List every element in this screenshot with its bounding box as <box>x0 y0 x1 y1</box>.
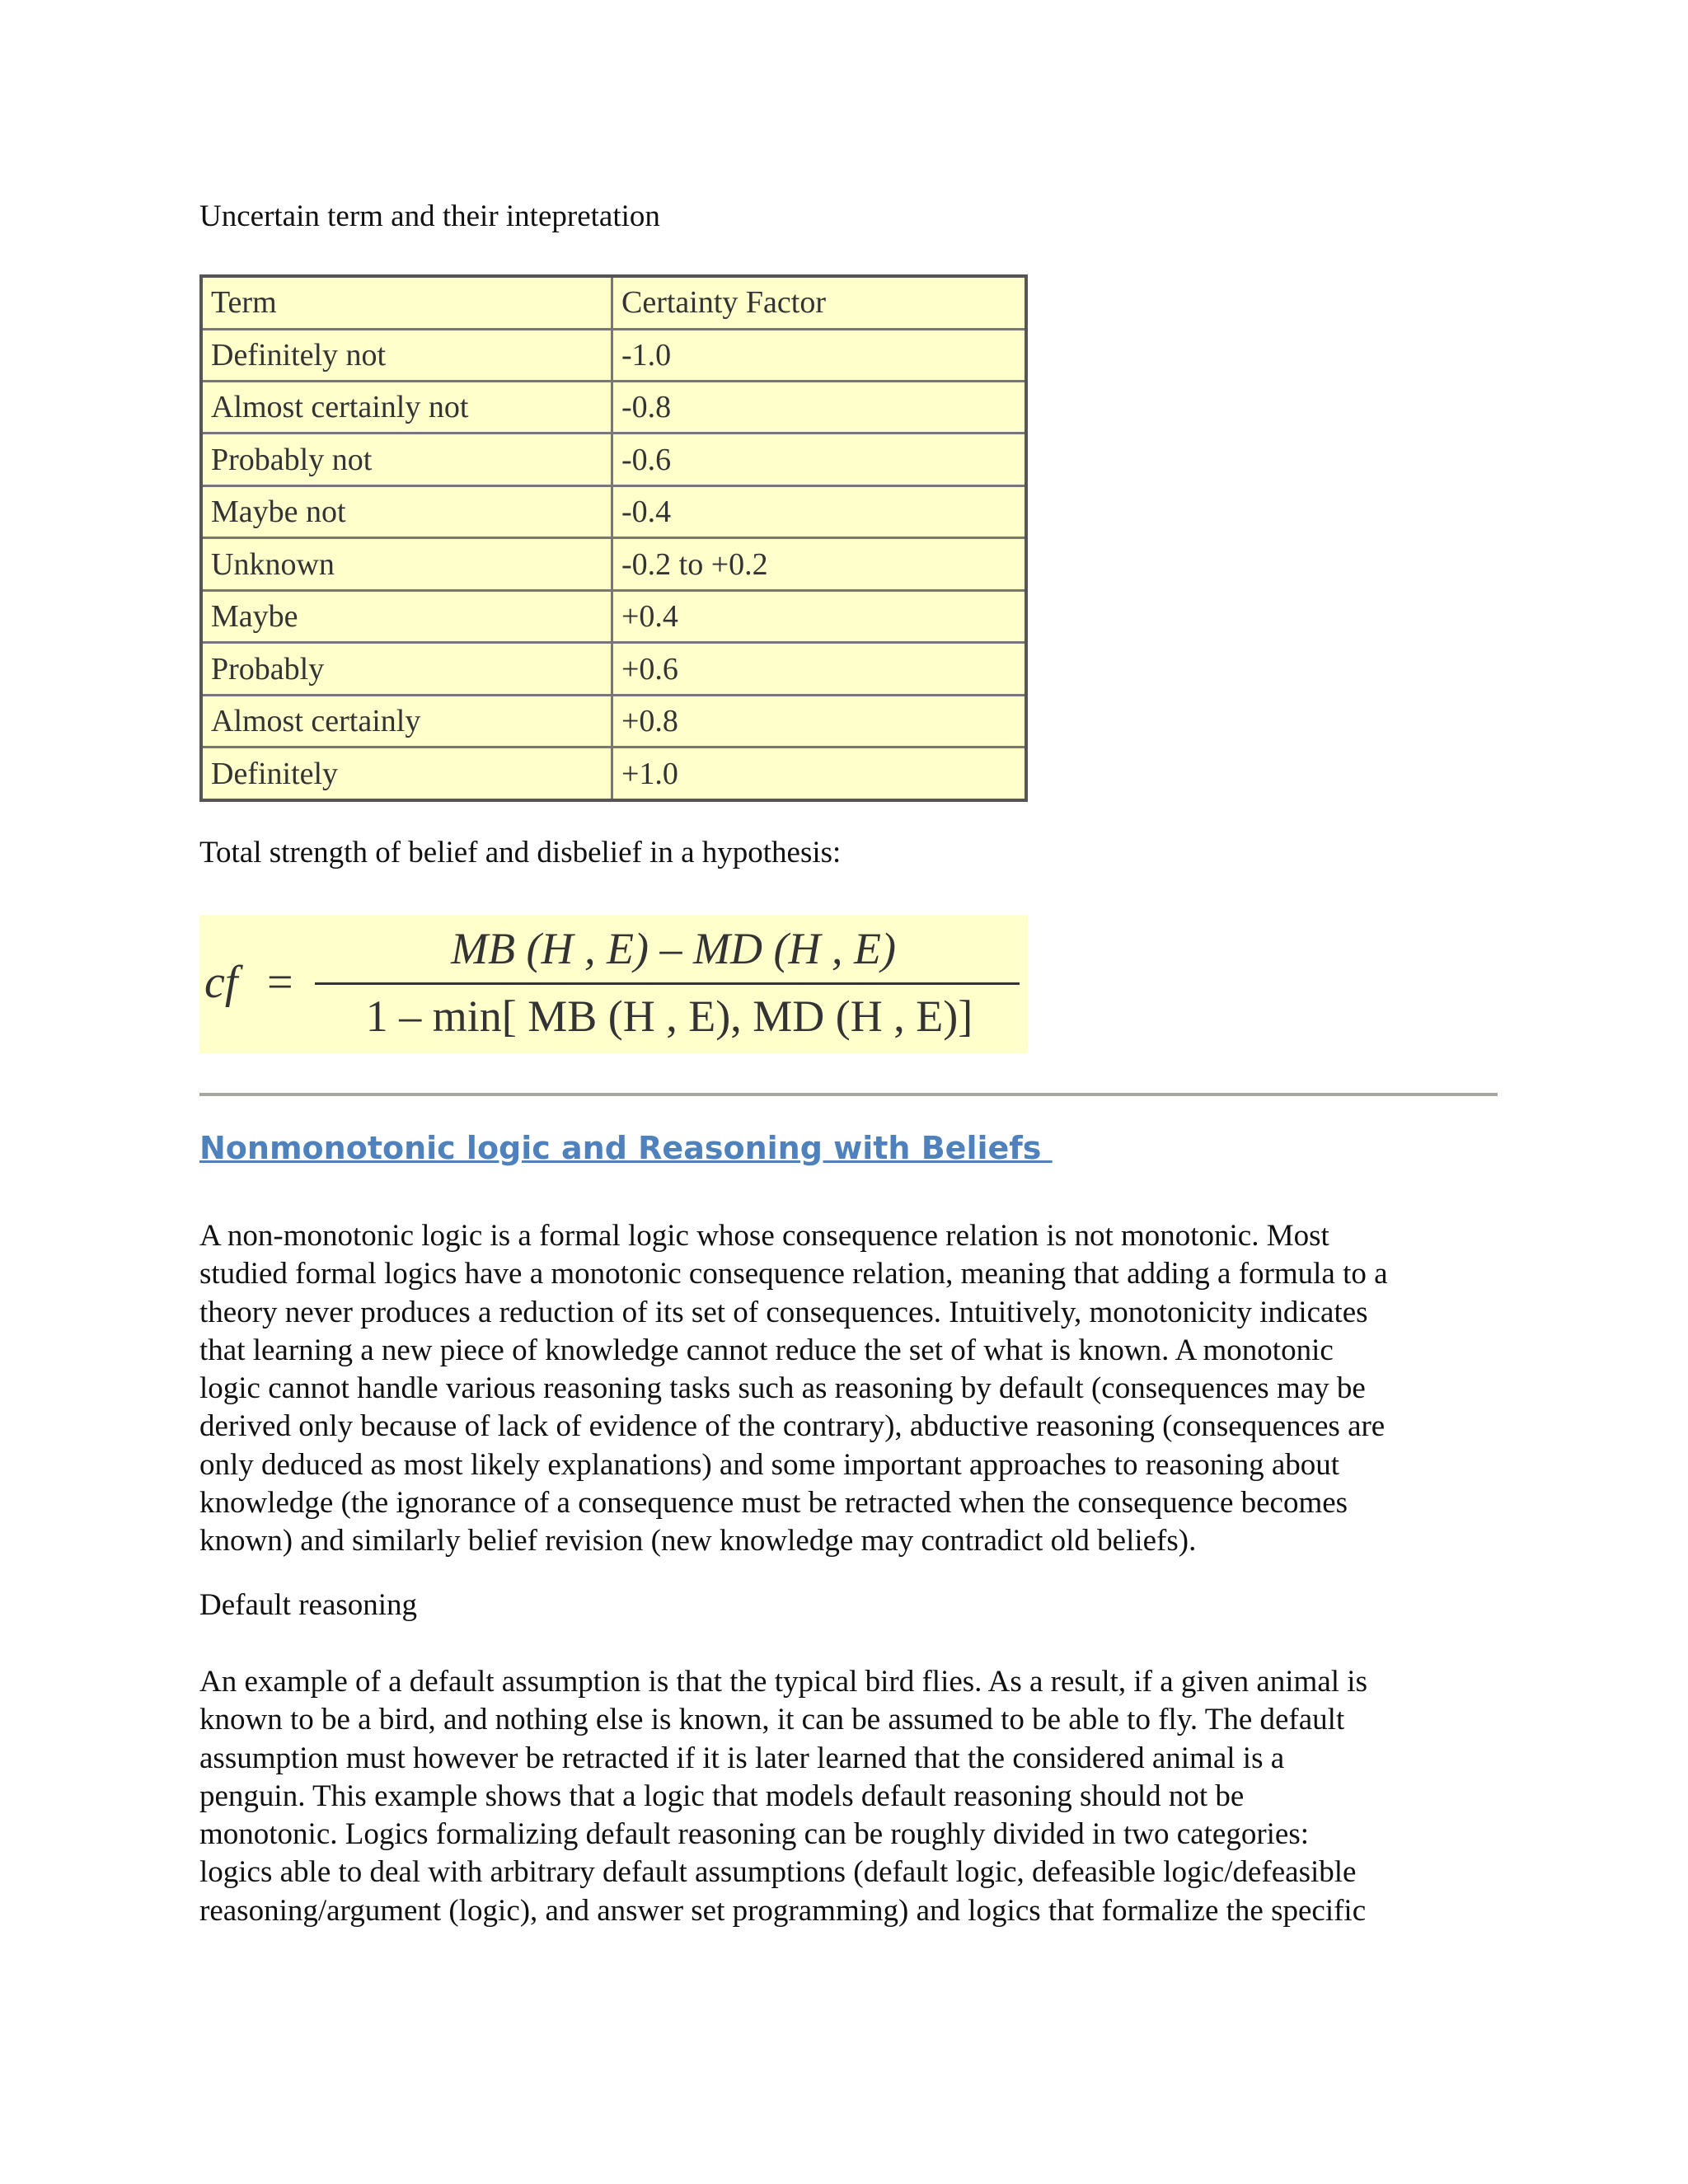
paragraph-line: reasoning/argument (logic), and answer set programming) and logics that formalize the specific <box>199 1893 1367 1928</box>
fraction-bar <box>315 982 1020 985</box>
table-row <box>201 748 1026 800</box>
table-cell-factor: -0.2 to +0.2 <box>612 538 1027 590</box>
formula-denominator: 1 – min[ MB (H , E), MD (H , E)] <box>365 991 973 1041</box>
paragraph-line: theory never produces a reduction of its set of consequences. Intuitively, monotonicity indicates <box>199 1295 1368 1329</box>
paragraph-nonmonotonic <box>199 1217 1502 1561</box>
table-row <box>201 643 1026 695</box>
table-row <box>201 538 1026 590</box>
table-row <box>201 434 1026 485</box>
table-cell-factor: -0.8 <box>612 382 1027 434</box>
paragraph-line: known) and similarly belief revision (new knowledge may contradict old beliefs). <box>199 1524 1197 1558</box>
paragraph-line: logic cannot handle various reasoning tasks such as reasoning by default (consequences may be <box>199 1371 1366 1406</box>
table-caption: Uncertain term and their intepretation <box>199 199 660 233</box>
table-cell-term: Maybe <box>201 590 612 642</box>
table-cell-factor: +0.6 <box>612 643 1027 695</box>
paragraph-default-reasoning <box>199 1663 1502 1930</box>
table-header-row <box>201 276 1026 329</box>
paragraph-line: monotonic. Logics formalizing default reasoning can be roughly divided in two categories: <box>199 1817 1310 1852</box>
formula-equals: = <box>267 957 293 1008</box>
table-cell-term: Unknown <box>201 538 612 590</box>
table-header-term: Term <box>201 276 612 329</box>
section-heading-link[interactable]: Nonmonotonic logic and Reasoning with Beliefs <box>199 1130 1053 1166</box>
formula-lhs: cf <box>204 957 238 1008</box>
table-cell-factor: +1.0 <box>612 748 1027 800</box>
table-row <box>201 329 1026 381</box>
paragraph-line: only deduced as most likely explanations) and some important approaches to reasoning about <box>199 1447 1340 1482</box>
formula-numerator: MB (H , E) – MD (H , E) <box>451 924 896 973</box>
paragraph-line: assumption must however be retracted if it is later learned that the considered animal is a <box>199 1741 1285 1775</box>
certainty-factor-formula <box>199 915 1028 1053</box>
table-cell-factor: -0.6 <box>612 434 1027 485</box>
table-cell-term: Almost certainly not <box>201 382 612 434</box>
paragraph-line: studied formal logics have a monotonic consequence relation, meaning that adding a formula to a <box>199 1257 1388 1291</box>
paragraph-line: derived only because of lack of evidence of the contrary), abductive reasoning (consequences are <box>199 1409 1386 1444</box>
table-row <box>201 590 1026 642</box>
table-header-certainty-factor: Certainty Factor <box>612 276 1027 329</box>
table-cell-factor: +0.8 <box>612 695 1027 747</box>
table-cell-term: Definitely not <box>201 329 612 381</box>
table-cell-factor: -0.4 <box>612 485 1027 537</box>
formula-caption: Total strength of belief and disbelief in a hypothesis: <box>199 836 842 869</box>
paragraph-line: knowledge (the ignorance of a consequence must be retracted when the consequence becomes <box>199 1486 1348 1521</box>
table-cell-term: Probably not <box>201 434 612 485</box>
paragraph-line: logics able to deal with arbitrary default assumptions (default logic, defeasible logic/defeasible <box>199 1855 1357 1890</box>
table-cell-factor: -1.0 <box>612 329 1027 381</box>
table-row <box>201 695 1026 747</box>
table-cell-term: Maybe not <box>201 485 612 537</box>
certainty-factor-table <box>199 274 1028 802</box>
table-row <box>201 382 1026 434</box>
table-cell-factor: +0.4 <box>612 590 1027 642</box>
paragraph-line: known to be a bird, and nothing else is known, it can be assumed to be able to fly. The default <box>199 1703 1345 1737</box>
table-cell-term: Almost certainly <box>201 695 612 747</box>
paragraph-line: A non-monotonic logic is a formal logic whose consequence relation is not monotonic. Most <box>199 1219 1329 1253</box>
paragraph-line: penguin. This example shows that a logic that models default reasoning should not be <box>199 1779 1245 1813</box>
paragraph-line: An example of a default assumption is that the typical bird flies. As a result, if a given animal is <box>199 1665 1367 1699</box>
table-cell-term: Probably <box>201 643 612 695</box>
table-cell-term: Definitely <box>201 748 612 800</box>
horizontal-divider <box>199 1093 1498 1096</box>
paragraph-line: that learning a new piece of knowledge cannot reduce the set of what is known. A monotonic <box>199 1333 1334 1367</box>
table-row <box>201 485 1026 537</box>
subheading-default-reasoning: Default reasoning <box>199 1588 418 1622</box>
